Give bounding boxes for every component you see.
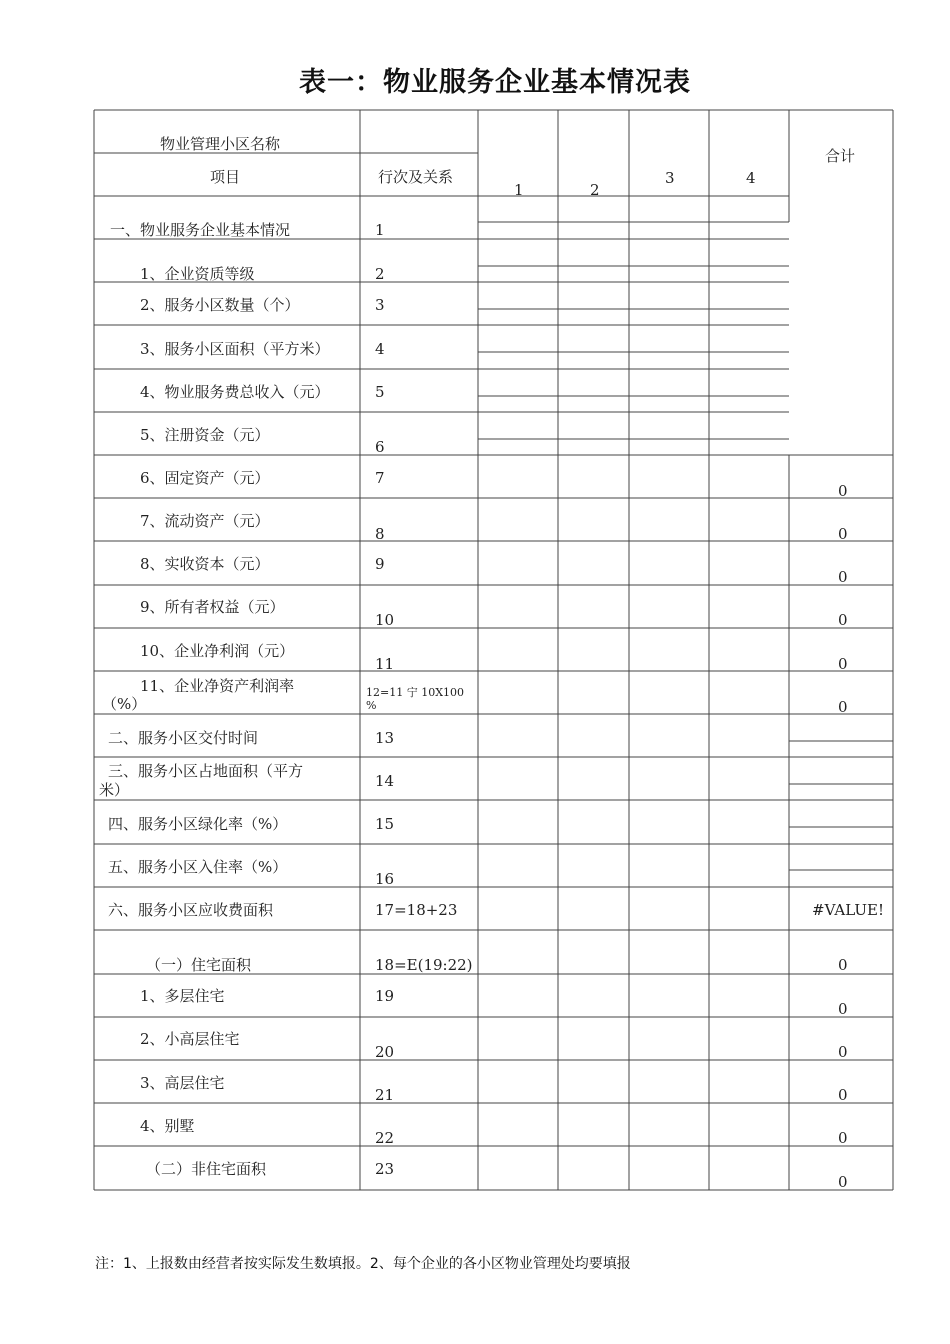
row-item: 4、别墅 xyxy=(140,1117,195,1135)
row-total: 0 xyxy=(838,1000,848,1018)
row-relation-header: 行次及关系 xyxy=(378,168,454,186)
row-item: 2、服务小区数量（个） xyxy=(140,296,300,314)
row-code: 9 xyxy=(375,555,385,573)
row-total: 0 xyxy=(838,568,848,586)
row-item: 9、所有者权益（元） xyxy=(140,598,285,616)
row-total: 0 xyxy=(838,1086,848,1104)
community-name-label: 物业管理小区名称 xyxy=(160,135,281,153)
row-code: 7 xyxy=(375,469,385,487)
row-item: 10、企业净利润（元） xyxy=(140,642,295,660)
row-item: 5、注册资金（元） xyxy=(140,426,270,444)
row-code: 18=E(19:22) xyxy=(375,956,473,974)
row-item: 1、多层住宅 xyxy=(140,987,225,1005)
row-item: 五、服务小区入住率（%） xyxy=(108,858,288,876)
footnote: 注：1、上报数由经营者按实际发生数填报。2、每个企业的各小区物业管理处均要填报 xyxy=(95,1256,631,1272)
row-total: #VALUE! xyxy=(812,901,884,919)
row-code: 20 xyxy=(375,1043,395,1061)
row-code: 14 xyxy=(375,772,395,790)
row-total: 0 xyxy=(838,655,848,673)
row-total: 0 xyxy=(838,611,848,629)
row-total: 0 xyxy=(838,956,848,974)
row-code: 13 xyxy=(375,729,395,747)
row-item: 2、小高层住宅 xyxy=(140,1030,240,1048)
row-code: 23 xyxy=(375,1160,395,1178)
row-item: 3、高层住宅 xyxy=(140,1074,225,1092)
row-code: 11 xyxy=(375,655,395,673)
row-item: 六、服务小区应收费面积 xyxy=(108,901,274,919)
row-code: 15 xyxy=(375,815,395,833)
column-3-header: 3 xyxy=(665,169,675,187)
row-code: 4 xyxy=(375,340,385,358)
column-2-header: 2 xyxy=(590,181,600,199)
row-item: 4、物业服务费总收入（元） xyxy=(140,383,330,401)
row-code: 17=18+23 xyxy=(375,901,458,919)
row-code: 6 xyxy=(375,438,385,456)
row-total: 0 xyxy=(838,1043,848,1061)
column-1-header: 1 xyxy=(514,181,524,199)
row-code: 19 xyxy=(375,987,395,1005)
row-code: 1 xyxy=(375,221,385,239)
row-item: 三、服务小区占地面积（平方 xyxy=(108,762,304,780)
row-item: （二）非住宅面积 xyxy=(146,1160,267,1178)
row-item: （一）住宅面积 xyxy=(146,956,252,974)
row-code: 12=11 宁 10X100 % xyxy=(366,686,465,712)
row-code: 21 xyxy=(375,1086,395,1104)
row-item: 1、企业资质等级 xyxy=(140,265,255,283)
row-code: 5 xyxy=(375,383,385,401)
row-item: 7、流动资产（元） xyxy=(140,512,270,530)
row-total: 0 xyxy=(838,525,848,543)
row-item: 8、实收资本（元） xyxy=(140,555,270,573)
page-title: 表一：物业服务企业基本情况表 xyxy=(299,67,691,98)
row-code: 10 xyxy=(375,611,395,629)
row-code: 2 xyxy=(375,265,385,283)
column-4-header: 4 xyxy=(746,169,756,187)
item-header: 项目 xyxy=(210,168,241,186)
row-item: 3、服务小区面积（平方米） xyxy=(140,340,330,358)
row-code: 16 xyxy=(375,870,395,888)
row-item: 四、服务小区绿化率（%） xyxy=(108,815,288,833)
row-code: 22 xyxy=(375,1129,395,1147)
row-item: 一、物业服务企业基本情况 xyxy=(110,221,291,239)
row-code: 3 xyxy=(375,296,385,314)
total-header: 合计 xyxy=(825,147,856,165)
row-item: 二、服务小区交付时间 xyxy=(108,729,259,747)
row-total: 0 xyxy=(838,1173,848,1191)
row-item: 米） xyxy=(99,781,130,799)
row-total: 0 xyxy=(838,482,848,500)
row-item: 11、企业净资产利润率 xyxy=(140,677,295,695)
row-total: 0 xyxy=(838,1129,848,1147)
row-item: （%） xyxy=(102,695,147,713)
row-item: 6、固定资产（元） xyxy=(140,469,270,487)
row-code: 8 xyxy=(375,525,385,543)
row-total: 0 xyxy=(838,698,848,716)
